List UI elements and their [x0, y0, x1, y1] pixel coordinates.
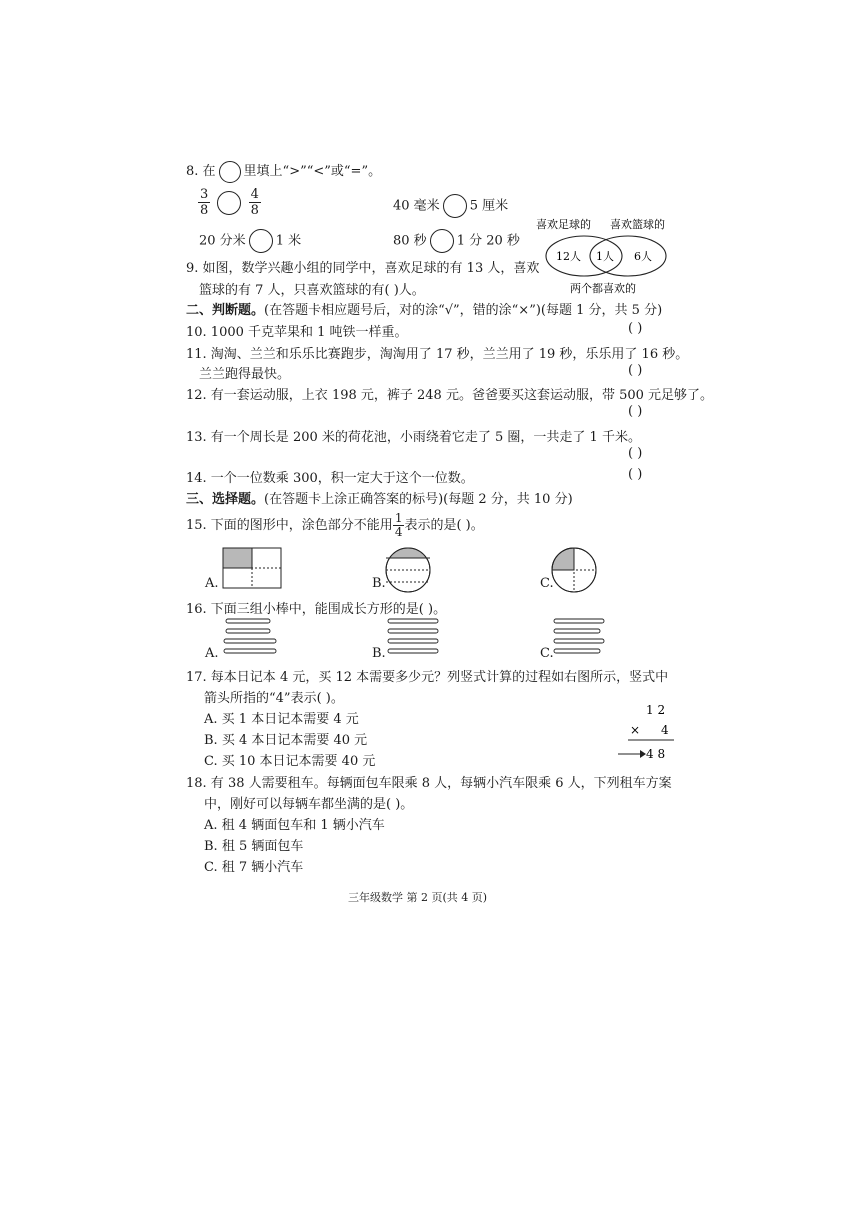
q11-line2: 兰兰跑得最快。	[199, 367, 291, 382]
answer-paren[interactable]: ( )	[628, 404, 643, 419]
q16-option-a-label[interactable]: A.	[205, 646, 219, 661]
q8-item-3: 20 分米 1 米	[199, 229, 301, 253]
calc-multiplier: 4	[661, 723, 669, 737]
venn-left-value: 12人	[556, 250, 581, 263]
q8-item-4: 80 秒 1 分 20 秒	[393, 229, 520, 253]
q13: 13. 有一个周长是 200 米的荷花池，小雨绕着它走了 5 圈，一共走了 1 千米。	[186, 430, 641, 445]
venn-bottom-label: 两个都喜欢的	[570, 282, 636, 295]
q18-option-b[interactable]: B. 租 5 辆面包车	[204, 839, 304, 854]
venn-label-left: 喜欢足球的	[536, 218, 591, 231]
q16-sticks-b[interactable]	[384, 617, 444, 659]
q15-option-a-label[interactable]: A.	[205, 576, 219, 591]
q9-line2: 篮球的有 7 人，只喜欢篮球的有( )人。	[199, 283, 425, 298]
q15-figure-c[interactable]	[550, 546, 600, 596]
q14: 14. 一个一位数乘 300，积一定大于这个一位数。	[186, 471, 474, 486]
q18-line1: 18. 有 38 人需要租车。每辆面包车限乘 8 人，每辆小汽车限乘 6 人，下列租车方案	[186, 776, 672, 791]
q8-item-2: 40 毫米 5 厘米	[393, 194, 508, 218]
venn-diagram	[530, 212, 680, 296]
compare-circle[interactable]	[430, 229, 454, 253]
q8-item-1: $\frac{3}{8}$ $\frac{4}{8}$	[200, 187, 259, 218]
q10: 10. 1000 千克苹果和 1 吨铁一样重。	[186, 325, 408, 340]
compare-circle[interactable]	[217, 191, 241, 215]
q12: 12. 有一套运动服，上衣 198 元，裤子 248 元。爸爸要买这套运动服，带 500 元足够了。	[186, 388, 714, 403]
calc-top: 1 2	[646, 703, 666, 717]
calc-result: 4 8	[646, 747, 666, 761]
q17-option-c[interactable]: C. 买 10 本日记本需要 40 元	[204, 754, 376, 769]
venn-right-value: 6人	[634, 250, 652, 263]
q11-line1: 11. 淘淘、兰兰和乐乐比赛跑步，淘淘用了 17 秒，兰兰用了 19 秒，乐乐用了 16 秒。	[186, 347, 689, 362]
venn-center-value: 1人	[596, 250, 614, 263]
q9-line1: 9. 如图，数学兴趣小组的同学中，喜欢足球的有 13 人，喜欢	[186, 261, 540, 276]
calc-operator: ×	[630, 723, 641, 737]
venn-label-right: 喜欢篮球的	[610, 218, 665, 231]
page-footer: 三年级数学 第 2 页(共 4 页)	[348, 891, 488, 904]
q17-line1: 17. 每本日记本 4 元，买 12 本需要多少元？列竖式计算的过程如右图所示，竖式中	[186, 670, 669, 685]
q17-option-a[interactable]: A. 买 1 本日记本需要 4 元	[204, 712, 359, 727]
compare-circle[interactable]	[249, 229, 273, 253]
q15-figure-b[interactable]	[384, 546, 434, 596]
section-3-heading: 三、选择题。(在答题卡上涂正确答案的标号)(每题 2 分，共 10 分)	[186, 492, 573, 507]
q16-option-b-label[interactable]: B.	[372, 646, 386, 661]
answer-paren[interactable]: ( )	[628, 446, 643, 461]
q17-line2: 箭头所指的“4”表示( )。	[204, 691, 344, 706]
q15-figure-a[interactable]	[222, 547, 284, 591]
q16-sticks-c[interactable]	[550, 617, 610, 659]
blank-circle	[219, 161, 241, 183]
q8-title: 8. 在 里填上“>”“<”或“=”。	[186, 160, 381, 183]
answer-paren[interactable]: ( )	[628, 363, 643, 378]
q17-option-b[interactable]: B. 买 4 本日记本需要 40 元	[204, 733, 368, 748]
compare-circle[interactable]	[443, 194, 467, 218]
q18-option-a[interactable]: A. 租 4 辆面包车和 1 辆小汽车	[204, 818, 385, 833]
q15-option-b-label[interactable]: B.	[372, 576, 386, 591]
answer-paren[interactable]: ( )	[628, 467, 643, 482]
section-2-heading: 二、判断题。(在答题卡相应题号后，对的涂“√”，错的涂“×”)(每题 1 分，共 5 分)	[186, 303, 663, 318]
q18-option-c[interactable]: C. 租 7 辆小汽车	[204, 860, 304, 875]
q18-line2: 中，刚好可以每辆车都坐满的是( )。	[204, 797, 414, 812]
q16-option-c-label[interactable]: C.	[540, 646, 554, 661]
q15-option-c-label[interactable]: C.	[540, 576, 554, 591]
answer-paren[interactable]: ( )	[628, 321, 643, 336]
q16-text: 16. 下面三组小棒中，能围成长方形的是( )。	[186, 602, 447, 617]
q15-text: 15. 下面的图形中，涂色部分不能用 $\frac{1}{4}$ 表示的是( )。	[186, 511, 484, 539]
vertical-multiplication	[616, 700, 678, 762]
q16-sticks-a[interactable]	[220, 617, 280, 659]
